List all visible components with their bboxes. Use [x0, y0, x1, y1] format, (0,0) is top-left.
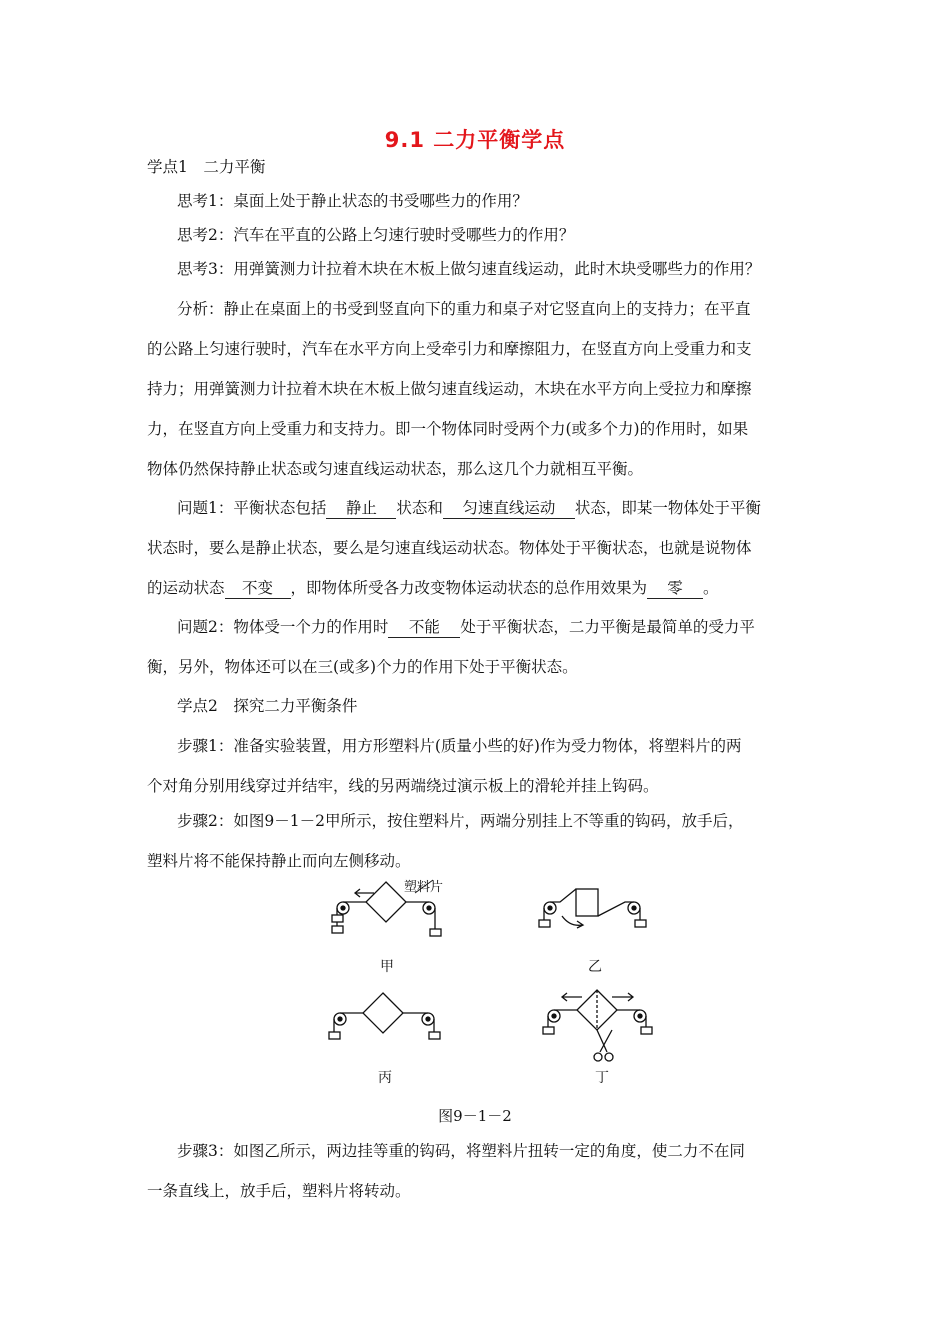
figure-ding [543, 990, 652, 1061]
q1-text-d: 的运动状态 [147, 579, 225, 597]
plastic-piece-diamond [363, 993, 403, 1033]
question1-line-1 [177, 488, 837, 528]
plastic-piece-diamond [577, 990, 617, 1030]
weight-left [539, 920, 550, 927]
section2-heading: 学点2 探究二力平衡条件 [177, 697, 358, 715]
page-title: 9.1 二力平衡学点 [384, 128, 566, 152]
q1-text-c: 状态，即某一物体处于平衡 [574, 499, 761, 517]
q2-text-b: 处于平衡状态，二力平衡是最简单的受力平 [460, 618, 755, 636]
plastic-piece-diamond [366, 882, 406, 922]
q1-text-a: 问题1：平衡状态包括 [177, 499, 327, 517]
label-jia: 甲 [380, 959, 394, 975]
step1-line-1: 步骤1：准备实验装置，用方形塑料片(质量小些的好)作为受力物体，将塑料片的两 [177, 737, 742, 755]
question1-line-3 [147, 568, 807, 608]
question1-line-2: 状态时，要么是静止状态，要么是匀速直线运动状态。物体处于平衡状态，也就是说物体 [147, 539, 752, 557]
step3-line-2: 一条直线上，放手后，塑料片将转动。 [147, 1182, 411, 1200]
think2: 思考2：汽车在平直的公路上匀速行驶时受哪些力的作用？ [177, 226, 575, 244]
pulley-left [337, 902, 349, 914]
step2-line-1: 步骤2：如图9－1－2甲所示，按住塑料片，两端分别挂上不等重的钩码，放手后， [177, 812, 744, 830]
analysis-line-3: 持力；用弹簧测力计拉着木块在木板上做匀速直线运动，木块在水平方向上受拉力和摩擦 [147, 380, 752, 398]
analysis-line-2: 的公路上匀速行驶时，汽车在水平方向上受牵引力和摩擦阻力，在竖直方向上受重力和支 [147, 340, 752, 358]
analysis-line-5: 物体仍然保持静止状态或匀速直线运动状态，那么这几个力就相互平衡。 [147, 460, 644, 478]
label-bing: 丙 [378, 1070, 392, 1086]
q1-blank-zero: 零 [647, 578, 703, 599]
label-ding: 丁 [595, 1070, 609, 1086]
figure-bing [329, 993, 440, 1039]
weight-right [641, 1027, 652, 1034]
q2-blank-cannot: 不能 [388, 617, 460, 638]
section1-heading: 学点1 二力平衡 [147, 158, 266, 176]
q1-text-b: 状态和 [396, 499, 443, 517]
analysis-line-4: 力，在竖直方向上受重力和支持力。即一个物体同时受两个力(或多个力)的作用时，如果 [147, 420, 749, 438]
figure-yi [539, 889, 646, 928]
q1-blank-static: 静止 [326, 498, 396, 519]
label-yi: 乙 [588, 959, 602, 975]
weight-right [430, 929, 441, 936]
q2-text-a: 问题2：物体受一个力的作用时 [177, 618, 389, 636]
weight-left [329, 1032, 340, 1039]
weight-left-1 [332, 915, 343, 922]
weight-left [543, 1027, 554, 1034]
step2-line-2: 塑料片将不能保持静止而向左侧移动。 [147, 852, 411, 870]
figure-caption: 图9－1－2 [438, 1107, 512, 1125]
q1-text-f: 。 [703, 579, 719, 597]
q1-text-e: ，即物体所受各力改变物体运动状态的总作用效果为 [290, 579, 648, 597]
pulley-right [423, 902, 435, 914]
label-plastic-piece: 塑料片 [404, 880, 444, 895]
q1-blank-uniform-motion: 匀速直线运动 [443, 498, 575, 519]
weight-right [429, 1032, 440, 1039]
step3-line-1: 步骤3：如图乙所示，两边挂等重的钩码，将塑料片扭转一定的角度，使二力不在同 [177, 1142, 745, 1160]
rotation-arrow [562, 916, 582, 925]
think3: 思考3：用弹簧测力计拉着木块在木板上做匀速直线运动，此时木块受哪些力的作用？ [177, 260, 761, 278]
plastic-piece-square [576, 889, 598, 916]
weight-left-2 [332, 926, 343, 933]
step1-line-2: 个对角分别用线穿过并结牢，线的另两端绕过演示板上的滑轮并挂上钩码。 [147, 777, 659, 795]
weight-right [635, 920, 646, 927]
question2-line-1 [177, 607, 837, 647]
think1: 思考1：桌面上处于静止状态的书受哪些力的作用？ [177, 192, 528, 210]
question2-line-2: 衡，另外，物体还可以在三(或多)个力的作用下处于平衡状态。 [147, 658, 578, 676]
q1-blank-unchanged: 不变 [225, 578, 291, 599]
analysis-line-1: 分析：静止在桌面上的书受到竖直向下的重力和桌子对它竖直向上的支持力；在平直 [177, 300, 751, 318]
scissors-icon [594, 1030, 613, 1061]
